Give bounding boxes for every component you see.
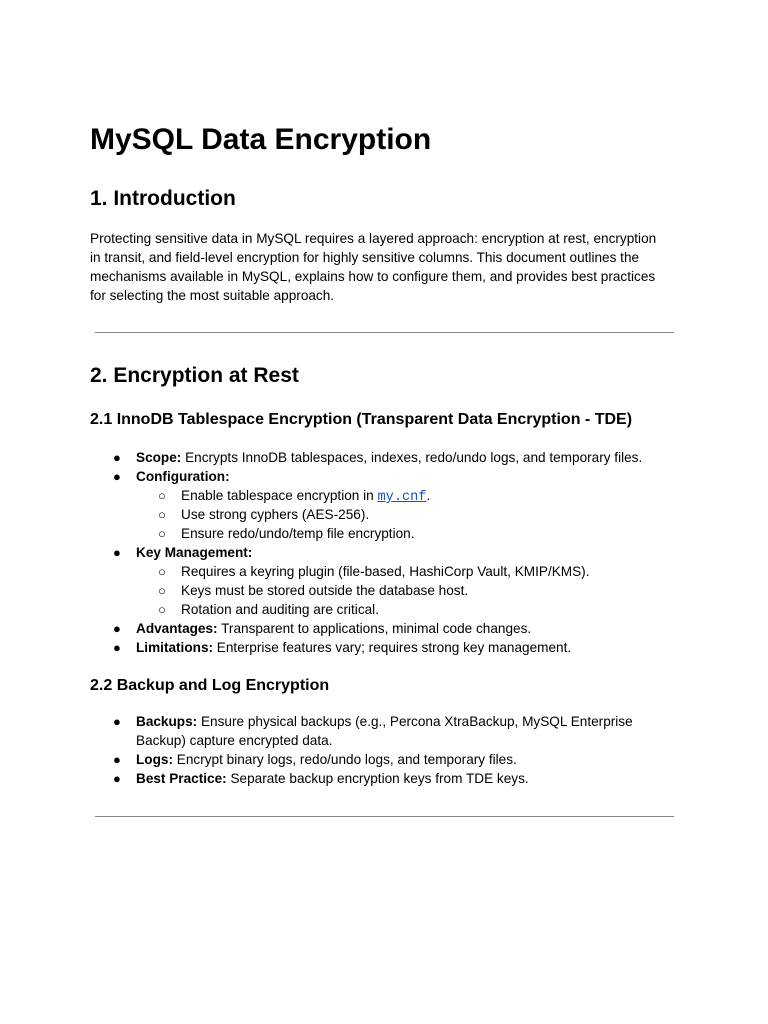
sub-list-item: ○ Keys must be stored outside the database host. xyxy=(158,583,469,598)
scope-label: Scope: xyxy=(136,450,182,465)
backups-text: Ensure physical backups (e.g., Percona XtraBackup, MySQL Enterprise xyxy=(197,714,633,729)
paragraph-line: mechanisms available in MySQL, explains how to configure them, and provides best practices xyxy=(90,269,656,284)
advantages-label: Advantages: xyxy=(136,621,218,636)
horizontal-rule xyxy=(95,332,674,333)
bullet-icon: ● xyxy=(113,752,121,767)
hollow-bullet-icon: ○ xyxy=(158,602,166,617)
key-management-sublist xyxy=(136,562,656,619)
list-item-key-management xyxy=(0,543,656,619)
list-item-configuration xyxy=(0,467,656,543)
best-practice-label: Best Practice: xyxy=(136,771,227,786)
logs-text: Encrypt binary logs, redo/undo logs, and temporary files. xyxy=(173,752,517,767)
scope-text: Encrypts InnoDB tablespaces, indexes, redo/undo logs, and temporary files. xyxy=(181,450,643,465)
document-title: MySQL Data Encryption xyxy=(90,123,432,156)
limitations-text: Enterprise features vary; requires strong key management. xyxy=(213,640,572,655)
my-cnf-link[interactable]: my.cnf xyxy=(377,490,427,505)
logs-label: Logs: xyxy=(136,752,173,767)
section-heading-encryption-at-rest: 2. Encryption at Rest xyxy=(90,364,299,387)
hollow-bullet-icon: ○ xyxy=(158,583,166,598)
configuration-label: Configuration: xyxy=(136,469,230,484)
configuration-sublist xyxy=(136,486,656,543)
advantages-text: Transparent to applications, minimal code changes. xyxy=(217,621,532,636)
bullet-icon: ● xyxy=(113,714,121,729)
bullet-icon: ● xyxy=(113,771,121,786)
bullet-icon: ● xyxy=(113,450,121,465)
key-management-label: Key Management: xyxy=(136,545,253,560)
subsection-heading-backup: 2.2 Backup and Log Encryption xyxy=(90,677,330,694)
list-item-limitations xyxy=(0,638,656,657)
bullet-icon: ● xyxy=(113,545,121,560)
backups-label: Backups: xyxy=(136,714,198,729)
subsection-heading-tde: 2.1 InnoDB Tablespace Encryption (Transparent Data Encryption - TDE) xyxy=(90,411,633,428)
backup-bullet-list xyxy=(0,712,656,788)
bullet-icon: ● xyxy=(113,621,121,636)
list-item-advantages xyxy=(0,619,656,638)
tde-bullet-list xyxy=(0,448,656,657)
paragraph-line: in transit, and field-level encryption for highly sensitive columns. This document outlines the xyxy=(90,250,640,265)
hollow-bullet-icon: ○ xyxy=(158,526,166,541)
horizontal-rule xyxy=(95,816,674,817)
sub-list-item: ○ Rotation and auditing are critical. xyxy=(158,602,379,617)
limitations-label: Limitations: xyxy=(136,640,214,655)
introduction-paragraph xyxy=(90,229,680,305)
paragraph-line: for selecting the most suitable approach. xyxy=(90,288,335,303)
sub-list-item: ○ Enable tablespace encryption in my.cnf. xyxy=(158,488,431,505)
best-practice-text: Separate backup encryption keys from TDE keys. xyxy=(226,771,529,786)
list-item-best-practice xyxy=(0,769,656,788)
sub-list-item: ○ Requires a keyring plugin (file-based, HashiCorp Vault, KMIP/KMS). xyxy=(158,564,590,579)
hollow-bullet-icon: ○ xyxy=(158,564,166,579)
sub-list-item: ○ Use strong cyphers (AES-256). xyxy=(158,507,370,522)
sub-list-item: ○ Ensure redo/undo/temp file encryption. xyxy=(158,526,415,541)
list-item-scope xyxy=(0,448,656,467)
list-item-logs xyxy=(0,750,656,769)
section-heading-introduction: 1. Introduction xyxy=(90,187,236,210)
list-item-backups xyxy=(0,712,656,750)
hollow-bullet-icon: ○ xyxy=(158,507,166,522)
hollow-bullet-icon: ○ xyxy=(158,488,166,503)
backups-text-continued: Backup) capture encrypted data. xyxy=(136,733,333,748)
paragraph-line: Protecting sensitive data in MySQL requires a layered approach: encryption at rest, encryption xyxy=(90,231,657,246)
bullet-icon: ● xyxy=(113,469,121,484)
bullet-icon: ● xyxy=(113,640,121,655)
